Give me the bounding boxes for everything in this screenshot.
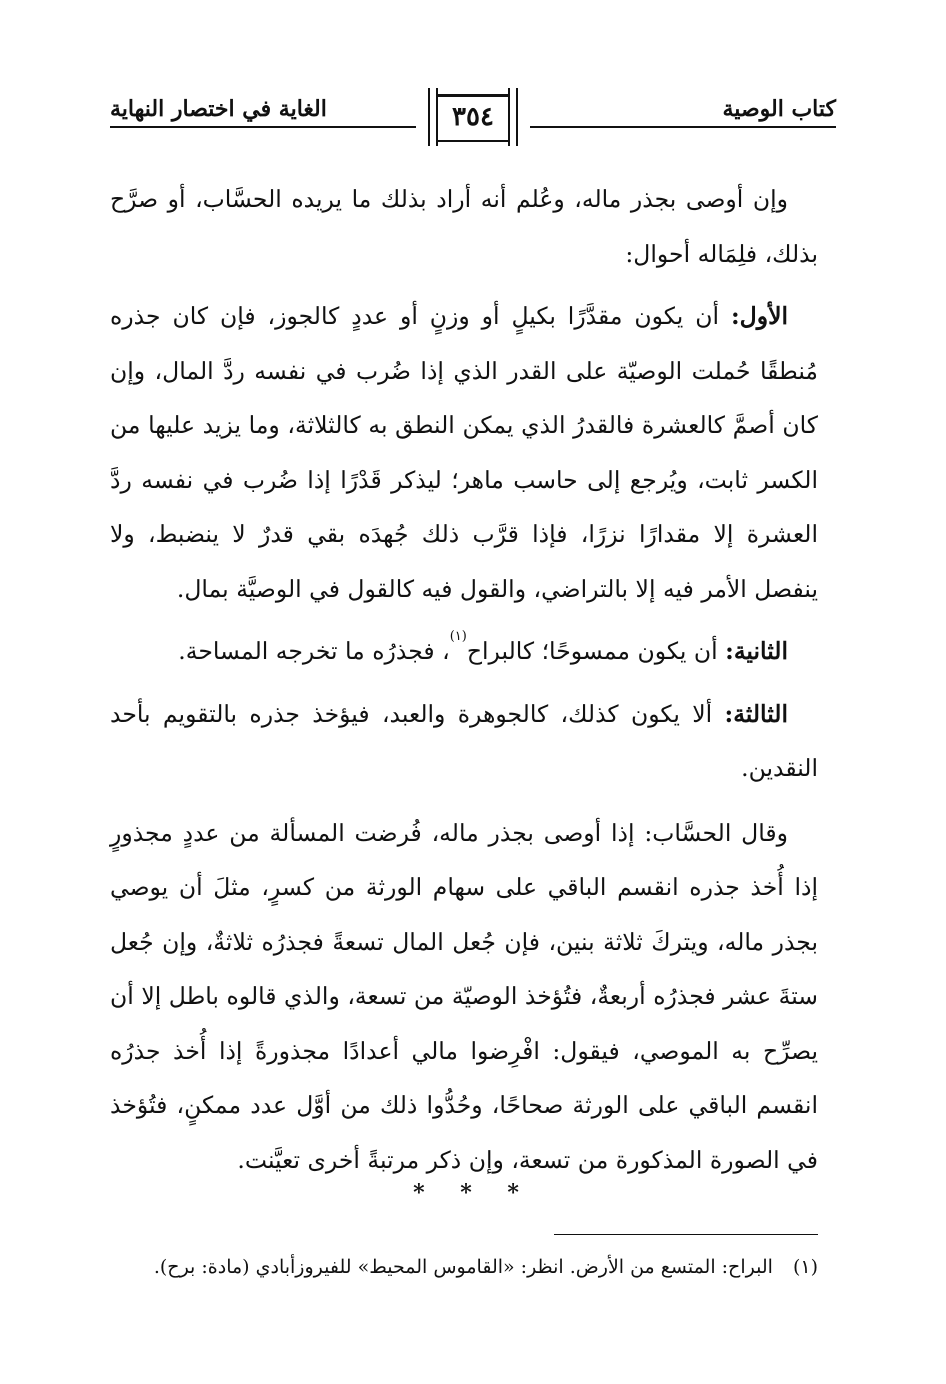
main-text: [110, 172, 818, 1187]
paragraph-text: ، فجذرُه ما تخرجه المساحة.: [178, 637, 450, 665]
footnote: [110, 1252, 818, 1282]
paragraph-text: ألا يكون كذلك، كالجوهرة والعبد، فيؤخذ جذره بالتقويم بأحد النقدين.: [110, 699, 818, 782]
footnote-reference[interactable]: (١): [449, 629, 467, 644]
paragraph-text: وقال الحسَّاب: إذا أوصى بجذر ماله، فُرضت المسألة من عددٍ مجذورٍ إذا أُخذ جذره انقسم الباقي على سهام الورثة من كسرٍ، مثلَ أن يوصي بجذر ماله، ويتركَ ثلاثة بنين، فإن جُعل المال تسعةً فجذرُه ثلاثةٌ، وإن جُعل ستةَ عشر فجذرُه أربعةٌ، فتُؤخذ الوصيّة من تسعة، والذي قالوه باطل إلا أن يصرِّح به الموصي، فيقول: افْرِضوا مالي أعدادًا مجذورةً إذا أُخذ جذرُه انقسم الباقي على الورثة صحاحًا، وحُدُّوا ذلك من أوَّل عدد ممكنٍ، فتُؤخذ في الصورة المذكورة من تسعة، وإن ذكر مرتبةً أخرى تعيَّنت.: [110, 818, 818, 1174]
page-header: [110, 88, 836, 146]
paragraph-text: وإن أوصى بجذر ماله، وعُلم أنه أراد بذلك ما يريده الحسَّاب، أو صرَّح بذلك، فلِمَاله أحوال:: [110, 185, 818, 268]
page-number-frame: [428, 88, 518, 146]
chapter-title: كتاب الوصية: [722, 96, 836, 122]
footnote-rule: [554, 1234, 818, 1235]
paragraph-lead: الأول:: [730, 302, 788, 330]
paragraph-second-case: [110, 624, 818, 679]
header-rule-left: [110, 126, 416, 128]
paragraph-intro: [110, 172, 818, 281]
paragraph-text: أن يكون ممسوحًا؛ كالبراح: [466, 637, 718, 665]
paragraph-first-case: [110, 289, 818, 616]
page-number: ٣٥٤: [452, 102, 494, 132]
footnote-marker: (١): [792, 1256, 818, 1278]
section-separator: * * *: [413, 1180, 533, 1206]
paragraph-text: أن يكون مقدَّرًا بكيلٍ أو وزنٍ أو عددٍ كالجوز، فإن كان جذره مُنطقًا حُملت الوصيّة على القدر الذي إذا ضُرب في نفسه ردَّ المال، وإن كان أصمَّ كالعشرة فالقدرُ الذي يمكن النطق به كالثلاثة، وما يزيد عليها من الكسر ثابت، ويُرجع إلى حاسب ماهر؛ ليذكر قَدْرًا إذا ضُرب في نفسه ردَّ العشرة إلا مقدارًا نزرًا، فإذا قرَّب ذلك جُهدَه بقي قدرٌ لا ينضبط، ولا ينفصل الأمر فيه إلا بالتراضي، والقول فيه كالقول في الوصيَّة بمال.: [110, 302, 818, 603]
paragraph-lead: الثانية:: [725, 637, 788, 665]
footnote-text: البراح: المتسع من الأرض. انظر: «القاموس المحيط» للفيروزأبادي (مادة: برح).: [153, 1256, 773, 1278]
book-title: الغاية في اختصار النهاية: [110, 96, 327, 122]
paragraph-lead: الثالثة:: [724, 699, 788, 728]
paragraph-third-case: [110, 687, 818, 796]
paragraph-arithmeticians: [110, 806, 818, 1188]
header-rule-right: [530, 126, 836, 128]
